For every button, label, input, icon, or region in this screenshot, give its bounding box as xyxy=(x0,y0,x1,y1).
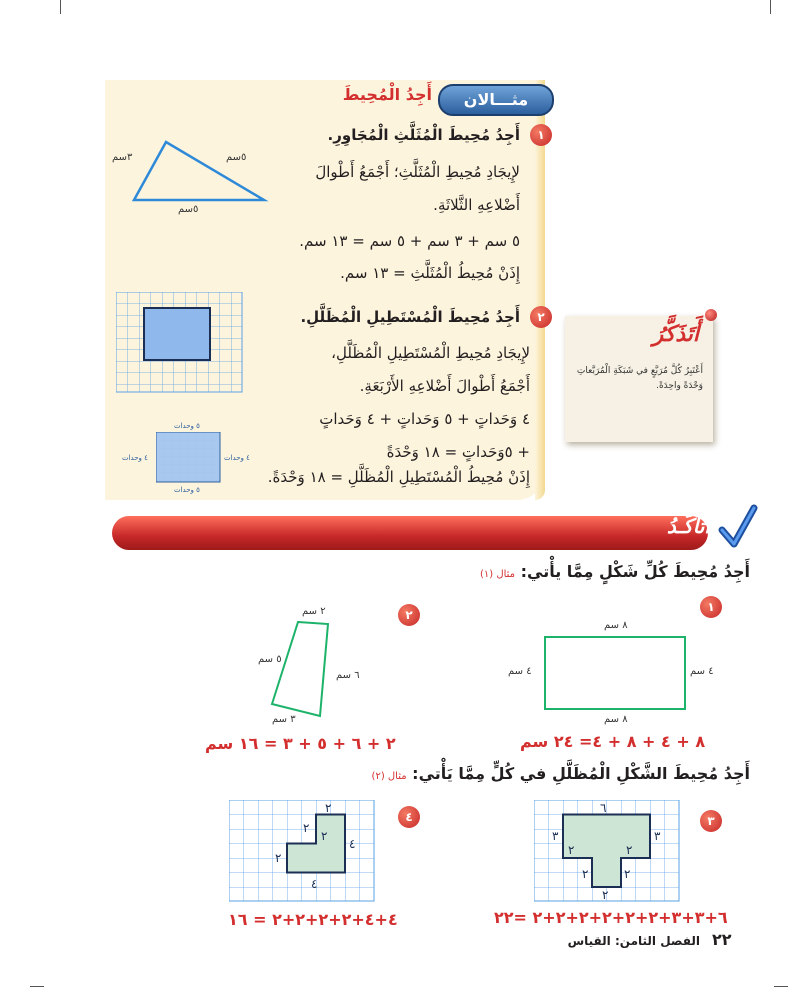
question-number-1: ١ xyxy=(530,124,552,146)
svg-text:٢: ٢ xyxy=(303,821,310,835)
svg-text:٢: ٢ xyxy=(275,851,282,865)
triangle-bottom-label: ٥سم xyxy=(178,204,199,215)
problem-number-2: ٢ xyxy=(398,604,420,626)
svg-text:٢: ٢ xyxy=(582,867,589,881)
p3-answer: ٦+٣+٣+٢+٢+٢+٢+٢+٢ =٢٢ xyxy=(494,908,728,927)
problem-number-4: ٤ xyxy=(398,806,420,828)
q1-line-3: ٥ سم + ٣ سم + ٥ سم = ١٣ سم. xyxy=(299,232,520,250)
pin-icon xyxy=(705,309,717,321)
problem-number-3: ٣ xyxy=(700,810,722,832)
crop-mark xyxy=(60,0,61,14)
rect-left-label: ٤ وحدات xyxy=(122,454,148,462)
svg-text:٤: ٤ xyxy=(311,877,318,891)
examples-title: أَجِدُ الْمُحِيطَ xyxy=(342,85,432,104)
p2-right-label: ٦ سم xyxy=(336,670,360,681)
rect-bottom-label: ٥ وحدات xyxy=(174,486,200,494)
labeled-rectangle-figure xyxy=(156,432,222,484)
checkmark-icon xyxy=(718,504,758,550)
section1-ref: مثال (١) xyxy=(479,569,516,580)
crop-mark xyxy=(774,986,788,987)
q2-line-1: لإِيجَادِ مُحِيطِ الْمُسْتَطِيلِ الْمُظَلَّلِ، xyxy=(331,344,530,362)
p2-answer: ٢ + ٦ + ٥ + ٣ = ١٦ سم xyxy=(205,734,396,753)
q1-line-1: لإِيجَادِ مُحِيطِ الْمُثَلَّثِ؛ أَجْمَعُ أَطْوالَ xyxy=(315,163,520,181)
problem-number-1: ١ xyxy=(700,596,722,618)
triangle-left-label: ٣سم xyxy=(112,152,133,163)
svg-text:٢: ٢ xyxy=(626,843,633,857)
check-banner-title: أتأكّـدُ xyxy=(666,514,710,538)
svg-text:٢: ٢ xyxy=(568,843,575,857)
section1-heading xyxy=(380,562,750,581)
svg-text:٢: ٢ xyxy=(602,888,609,902)
svg-text:٢: ٢ xyxy=(321,829,328,843)
problem4-grid-figure xyxy=(229,800,379,902)
q1-line-4: إِذَنْ مُحِيطُ الْمُثَلَّثِ = ١٣ سم. xyxy=(340,264,520,282)
p1-left-label: ٤ سم xyxy=(508,666,532,677)
problem2-quadrilateral xyxy=(266,620,336,720)
triangle-right-label: ٥سم xyxy=(226,152,247,163)
p2-left-label: ٥ سم xyxy=(258,654,282,665)
rectangle-grid-figure xyxy=(116,292,246,396)
problem3-grid-figure xyxy=(534,800,684,902)
rect-right-label: ٤ وحدات xyxy=(224,454,250,462)
section1-heading-text: أَجِدُ مُحِيطَ كُلِّ شَكْلٍ مِمَّا يأْتي: xyxy=(520,562,750,581)
p1-answer: ٨ + ٤ + ٨ + ٤= ٢٤ سم xyxy=(520,732,706,751)
svg-text:٣: ٣ xyxy=(654,829,661,843)
problem1-rectangle xyxy=(544,636,686,710)
triangle-figure xyxy=(130,140,270,220)
p1-right-label: ٤ سم xyxy=(690,666,714,677)
p4-answer: ٤+٤+٢+٢+٢+٢ = ١٦ xyxy=(228,910,398,929)
p2-bottom-label: ٣ سم xyxy=(272,714,296,725)
q2-line-5: إِذَنْ مُحِيطُ الْمُسْتَطِيلِ الْمُظَلَّلِ = ١٨ وَحْدَةً. xyxy=(267,468,530,486)
page-number: ٢٢ xyxy=(712,930,732,949)
p2-top-label: ٢ سم xyxy=(302,606,326,617)
footer-chapter: الفصل الثامن: القياس xyxy=(567,934,700,948)
crop-mark xyxy=(770,0,771,14)
q1-line-2: أَضْلاعِهِ الثَّلاثَةِ. xyxy=(433,196,520,214)
svg-text:٢: ٢ xyxy=(325,801,332,815)
q2-line-4: + ٥وَحَداتٍ = ١٨ وَحْدَةً xyxy=(386,443,530,461)
remember-text: أَعْتَبِرُ كُلَّ مُرَبَّعٍ في شَبَكَةِ الْمُرَبَّعاتِ وَحْدَةً واحِدَةً. xyxy=(576,366,703,391)
section2-ref: مثال (٢) xyxy=(371,771,407,782)
q2-line-2: أَجْمَعُ أَطْوالَ أَضْلاعِهِ الأَرْبَعَةِ. xyxy=(359,377,530,395)
remember-note xyxy=(565,316,713,442)
question-number-2: ٢ xyxy=(530,306,552,328)
svg-text:٣: ٣ xyxy=(552,829,559,843)
section2-heading-text: أَجِدُ مُحِيطَ الشَّكْلِ الْمُظَلَّلِ في كُلٍّ مِمَّا يَأْتي: xyxy=(412,764,750,783)
remember-title: أَتَذَكَّرُ xyxy=(652,322,699,347)
examples-pill: مثـــالان xyxy=(438,84,554,116)
svg-text:٢: ٢ xyxy=(624,867,631,881)
p1-bottom-label: ٨ سم xyxy=(604,714,628,725)
rect-top-label: ٥ وحدات xyxy=(174,422,200,430)
q1-heading: أَجِدُ مُحِيطَ الْمُثَلَّثِ الْمُجَاوِرِ. xyxy=(327,126,520,144)
q2-heading: أَجِدُ مُحِيطَ الْمُسْتَطِيلِ الْمُظَلَّلِ. xyxy=(300,308,520,326)
svg-text:٦: ٦ xyxy=(600,801,607,815)
crop-mark xyxy=(30,986,44,987)
q2-line-3: ٤ وَحَداتٍ + ٥ وَحَداتٍ + ٤ وَحَداتٍ xyxy=(319,410,530,428)
svg-text:٤: ٤ xyxy=(349,837,356,851)
section2-heading xyxy=(300,764,750,783)
p1-top-label: ٨ سم xyxy=(604,620,628,631)
